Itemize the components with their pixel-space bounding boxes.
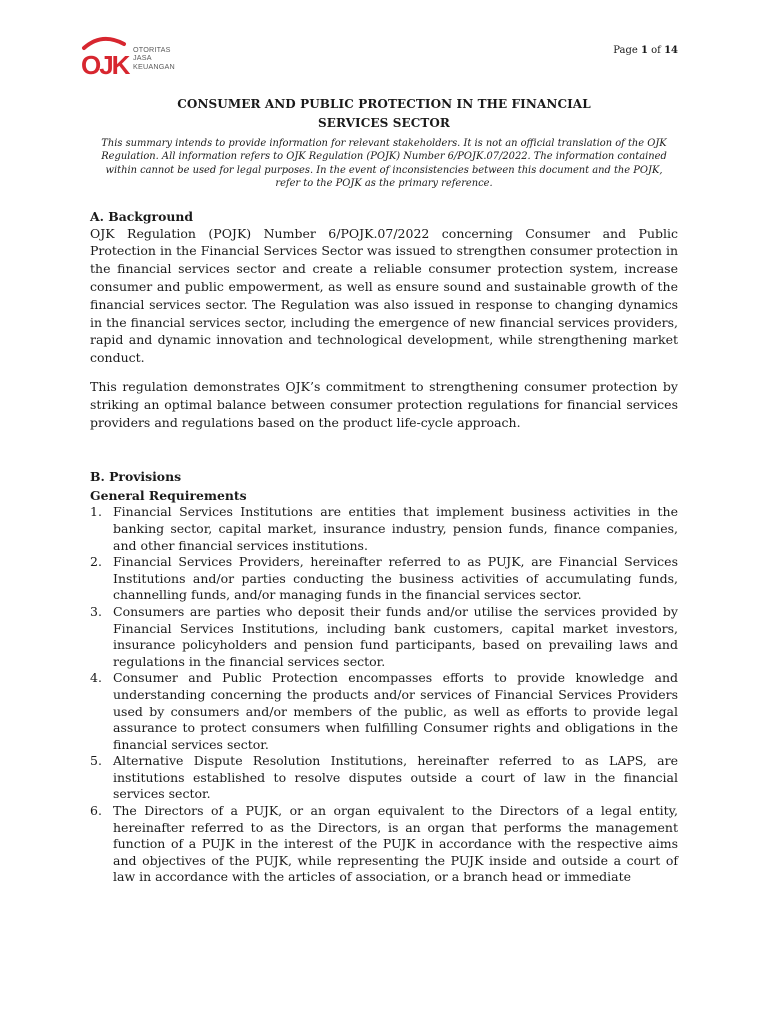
list-item-number: 3. bbox=[90, 603, 102, 619]
section-b-heading: B. Provisions bbox=[90, 469, 182, 485]
general-requirements-heading: General Requirements bbox=[90, 488, 247, 504]
page-total: 14 bbox=[664, 45, 678, 56]
list-item-text: Alternative Dispute Resolution Institutions, hereinafter referred to as LAPS, are institutions established to resolve disputes outside a court of law in the financial services sector. bbox=[113, 753, 678, 802]
list-item-text: The Directors of a PUJK, or an organ equivalent to the Directors of a legal entity, hereinafter referred to as the Directors, is an organ that performs the management function of a PUJK in the interest of the PUJK in accordance with the respective aims and objectives of the PUJK, while representing the PUJK inside and outside a court of law in accordance with the articles of association, or a branch head or immediate bbox=[113, 803, 678, 885]
list-item bbox=[90, 504, 678, 554]
logo-line-2: JASA bbox=[133, 53, 152, 63]
disclaimer: This summary intends to provide information for relevant stakeholders. It is not an official translation of the OJK Regulation. All information refers to OJK Regulation (POJK) Number 6/POJK.07/2022. The information contained within cannot be used for legal purposes. In the event of inconsistencies between this document and the POJK, refer to the POJK as the primary reference. bbox=[101, 138, 667, 190]
page-of: of bbox=[651, 45, 661, 56]
title-line-1: CONSUMER AND PUBLIC PROTECTION IN THE FINANCIAL bbox=[177, 97, 591, 111]
ojk-logo-mark bbox=[80, 34, 136, 78]
section-a-paragraph-1: OJK Regulation (POJK) Number 6/POJK.07/2022 concerning Consumer and Public Protection in the Financial Services Sector was issued to strengthen consumer protection in the financial services sector and create a reliable consumer protection system, increase consumer and public empowerment, as well as ensure sound and sustainable growth of the financial services sector. The Regulation was also issued in response to changing dynamics in the financial services sector, including the emergence of new financial services providers, rapid and dynamic innovation and technological development, while strengthening market conduct. bbox=[90, 225, 678, 366]
document-body bbox=[90, 95, 678, 886]
definitions-list bbox=[90, 504, 678, 886]
logo-wordmark bbox=[133, 46, 175, 71]
logo-mark-text: OJK bbox=[81, 50, 129, 78]
list-item-number: 6. bbox=[90, 803, 102, 819]
list-item-text: Consumers are parties who deposit their funds and/or utilise the services provided by Financial Services Institutions, including bank customers, capital market investors, insurance policyholders and pension fund participants, based on prevailing laws and regulations in the financial services sector. bbox=[113, 603, 678, 669]
document-title bbox=[164, 95, 604, 133]
list-item bbox=[90, 803, 678, 886]
logo-line-3: KEUANGAN bbox=[133, 61, 175, 71]
logo-line-1: OTORITAS bbox=[133, 45, 171, 54]
section-a-heading: A. Background bbox=[90, 208, 194, 224]
list-item-number: 2. bbox=[90, 554, 102, 570]
list-item-text: Consumer and Public Protection encompasses efforts to provide knowledge and understanding concerning the products and/or services of Financial Services Providers used by consumers and/or members of the public, as well as efforts to provide legal assurance to protect consumers when fulfilling Consumer rights and obligations in the financial services sector. bbox=[113, 670, 678, 752]
list-item-number: 4. bbox=[90, 670, 102, 686]
list-item bbox=[90, 753, 678, 803]
ojk-logo bbox=[80, 34, 190, 78]
page-label: Page bbox=[613, 45, 638, 56]
list-item-text: Financial Services Institutions are entities that implement business activities in the banking sector, capital market, insurance industry, pension funds, finance companies, and other financial services institutions. bbox=[113, 504, 678, 553]
page-number bbox=[613, 45, 678, 56]
list-item-text: Financial Services Providers, hereinafter referred to as PUJK, are Financial Services Institutions and/or parties conducting the business activities of accumulating funds, channelling funds, and/or managing funds in the financial services sector. bbox=[113, 554, 678, 603]
list-item bbox=[90, 670, 678, 753]
title-line-2: SERVICES SECTOR bbox=[317, 116, 451, 130]
section-a-paragraph-2: This regulation demonstrates OJK’s commitment to strengthening consumer protection by striking an optimal balance between consumer protection regulations for financial services providers and regulations based on the product life-cycle approach. bbox=[90, 379, 678, 430]
list-item-number: 1. bbox=[90, 504, 102, 520]
list-item bbox=[90, 604, 678, 670]
page-current: 1 bbox=[641, 45, 648, 56]
list-item bbox=[90, 554, 678, 604]
list-item-number: 5. bbox=[90, 753, 102, 769]
